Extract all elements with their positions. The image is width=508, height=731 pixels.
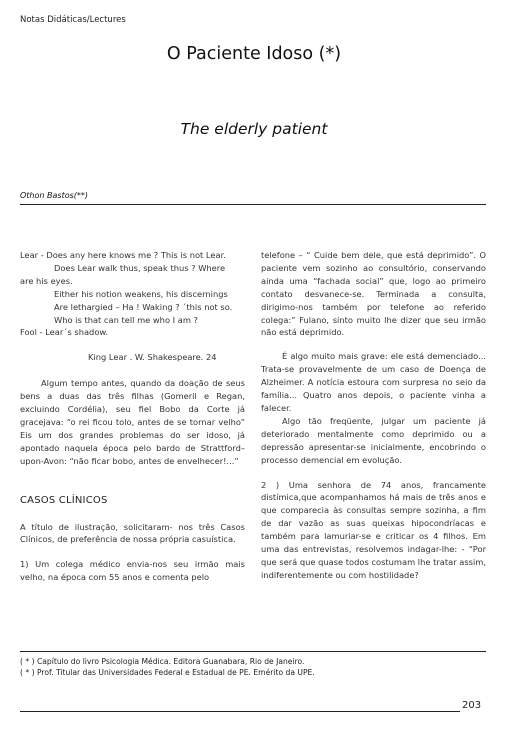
article-title: O Paciente Idoso (*) xyxy=(166,44,342,64)
body-paragraph: 1) Um colega médico envia-nos seu irmão mais velho, na época com 55 anos e comenta pelo xyxy=(20,559,245,583)
author-name: Othon Bastos(**) xyxy=(20,191,89,200)
epigraph-line: Who is that can tell me who I am ? xyxy=(54,314,198,325)
epigraph-line: Either his notion weakens, his discernings xyxy=(54,288,228,299)
epigraph-source: King Lear . W. Shakespeare. 24 xyxy=(88,352,217,363)
epigraph-line: Are lethargied – Ha ! Waking ? ´this not so. xyxy=(54,301,233,312)
page-number: 203 xyxy=(462,700,482,711)
footnote-1: ( * ) Capítulo do livro Psicologia Médica. Editora Guanabara, Rio de Janeiro. xyxy=(20,657,305,666)
epigraph-line: Does Lear walk thus, speak thus ? Where xyxy=(54,262,226,273)
left-column xyxy=(20,249,245,584)
body-paragraph: Algo tão freqüente, julgar um paciente já deteriorado mentalmente como deprimido ou a depressão apresentar-se inicialmente, encobrindo o processo demencial em evolução. xyxy=(261,415,486,465)
footnote-2: ( * ) Prof. Titular das Universidades Federal e Estadual de PE. Emérito da UPE. xyxy=(20,668,315,677)
section-heading: CASOS CLÍNICOS xyxy=(20,494,108,506)
page-bottom-rule xyxy=(20,711,460,712)
epigraph-line: are his eyes. xyxy=(20,275,73,286)
body-paragraph: A título de ilustração, solicitaram- nos três Casos Clínicos, de preferência de nossa própria casuística. xyxy=(20,521,245,545)
body-paragraph: telefone – “ Cuide bem dele, que está deprimido”. O paciente vem sozinho ao consultório, conservando ainda uma “fachada social” que, logo ao primeiro contato desvanece-se. Terminada a consulta, dirigimo-nos também por telefone ao referido colega:” Fulano, sinto muito lhe dizer que seu irmão não está deprimido. xyxy=(261,250,486,338)
epigraph-line: Lear - Does any here knows me ? This is not Lear. xyxy=(20,250,226,260)
right-column xyxy=(261,249,486,582)
footnote-divider xyxy=(20,651,486,652)
body-paragraph: Algum tempo antes, quando da doação de seus bens a duas das três filhas (Gomeril e Regan, excluindo Cordélia), seu fiel Bobo da Corte já gracejava: “o rei ficou tolo, antes de se tornar velho” Eis um dos grandes problemas do ser idoso, já apontado naquela época pelo bardo de Strattford–upon-Avon: “não ficar bobo, antes de envelhecer!...” xyxy=(20,378,245,466)
body-paragraph: 2 ) Uma senhora de 74 anos, francamente distímica,que acompanhamos há mais de três anos e que comparecia às consultas sempre sozinha, a fim de dar vazão as suas queixas hipocondríacas e também para lamuriar-se e criticar os 4 filhos. Em uma das entrevistas, resolvemos indagar-lhe: - “Por que será que quase todos costumam lhe tratar assim, indiferentemente ou com hostilidade? xyxy=(261,479,486,580)
epigraph-line: Fool - Lear´s shadow. xyxy=(20,327,109,338)
author-divider xyxy=(20,204,486,205)
body-paragraph: É algo muito mais grave: ele está demenciado... Trata-se provavelmente de um caso de Doença de Alzheimer. A notícia estoura com surpresa no seio da família... Quatro anos depois, o paciente vinha a falecer. xyxy=(261,351,486,413)
article-subtitle: The elderly patient xyxy=(180,120,328,138)
journal-section-header: Notas Didáticas/Lectures xyxy=(20,15,126,25)
